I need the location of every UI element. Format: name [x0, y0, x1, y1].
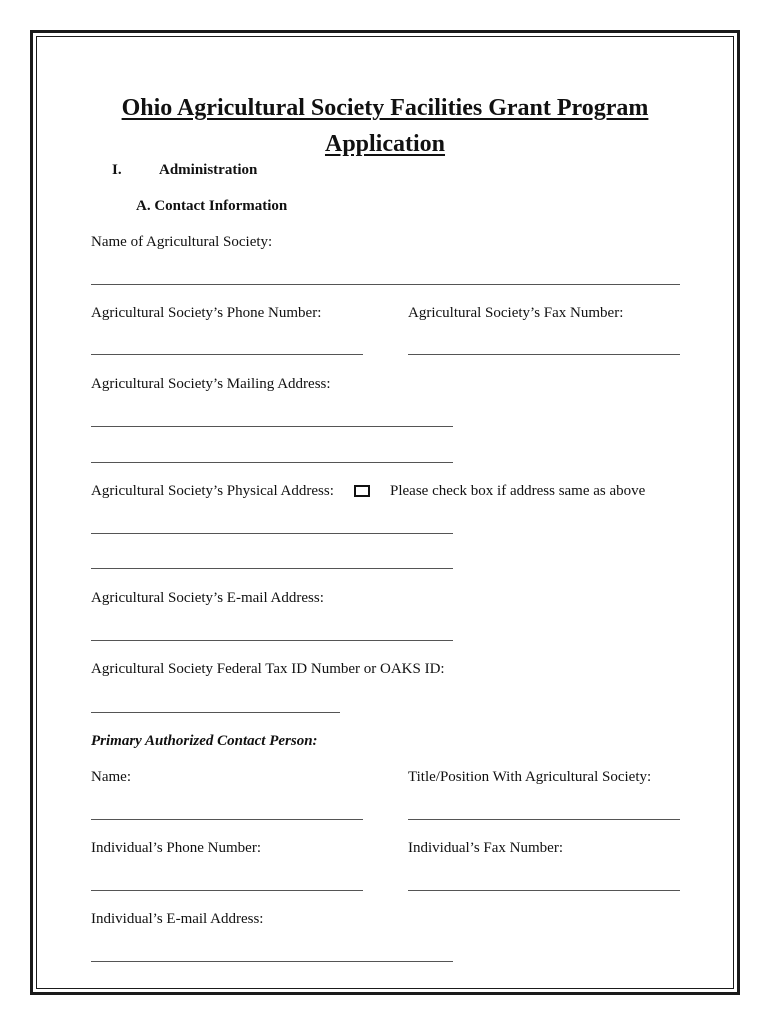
contact-fax-label: Individual’s Fax Number: [408, 840, 563, 856]
form-title-line2: Application [324, 131, 446, 157]
contact-fax-field[interactable] [408, 890, 680, 891]
society-name-label: Name of Agricultural Society: [91, 234, 273, 250]
society-phone-field[interactable] [91, 354, 363, 355]
mailing-address-field-line2[interactable] [91, 462, 453, 463]
tax-id-label: Agricultural Society Federal Tax ID Number or OAKS ID: [91, 661, 445, 677]
contact-email-label: Individual’s E-mail Address: [91, 911, 264, 927]
contact-title-field[interactable] [408, 819, 680, 820]
subsection-heading: A. Contact Information [136, 198, 288, 214]
physical-address-label: Agricultural Society’s Physical Address: [91, 483, 334, 499]
contact-phone-label: Individual’s Phone Number: [91, 840, 261, 856]
form-title-line1: Ohio Agricultural Society Facilities Grant Program [121, 95, 649, 121]
society-fax-label: Agricultural Society’s Fax Number: [408, 305, 624, 321]
contact-person-heading: Primary Authorized Contact Person: [91, 733, 318, 749]
same-address-checkbox[interactable] [354, 485, 370, 497]
mailing-address-field-line1[interactable] [91, 426, 453, 427]
section-heading: Administration [159, 162, 258, 178]
same-address-label: Please check box if address same as above [390, 483, 646, 499]
physical-address-field-line2[interactable] [91, 568, 453, 569]
society-email-field[interactable] [91, 640, 453, 641]
society-phone-label: Agricultural Society’s Phone Number: [91, 305, 322, 321]
mailing-address-label: Agricultural Society’s Mailing Address: [91, 376, 331, 392]
contact-phone-field[interactable] [91, 890, 363, 891]
contact-email-field[interactable] [91, 961, 453, 962]
contact-title-label: Title/Position With Agricultural Society: [408, 769, 652, 785]
society-email-label: Agricultural Society’s E-mail Address: [91, 590, 324, 606]
tax-id-field[interactable] [91, 712, 340, 713]
physical-address-field-line1[interactable] [91, 533, 453, 534]
section-number: I. [112, 162, 122, 178]
contact-name-field[interactable] [91, 819, 363, 820]
contact-name-label: Name: [91, 769, 131, 785]
society-name-field[interactable] [91, 284, 680, 285]
society-fax-field[interactable] [408, 354, 680, 355]
